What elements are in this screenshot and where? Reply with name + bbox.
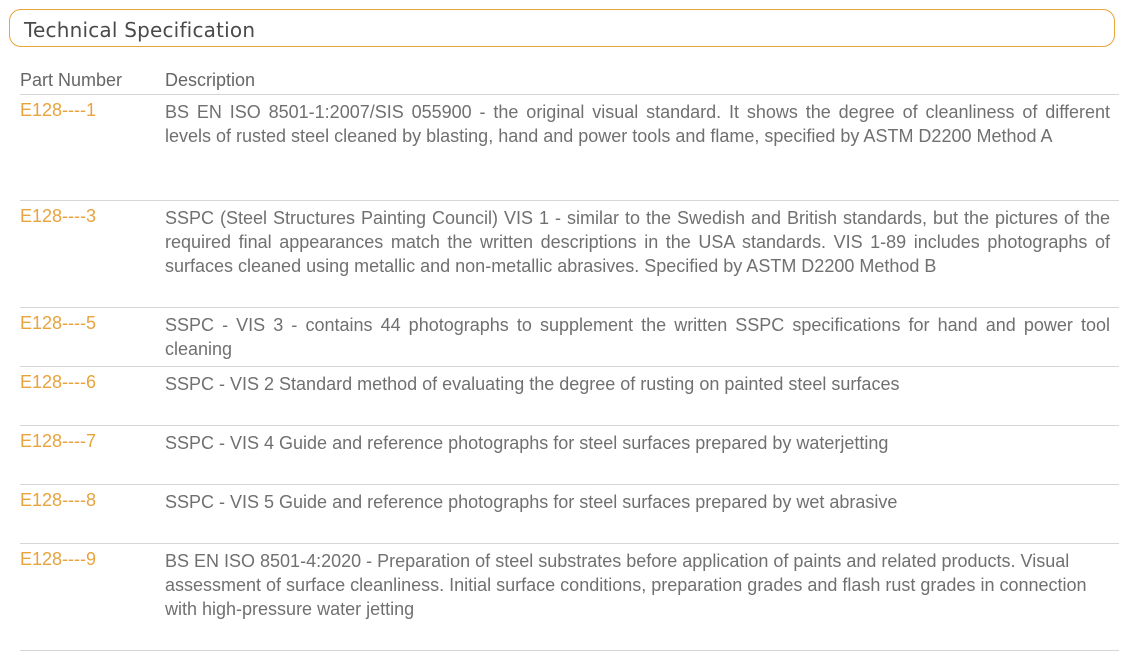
part-number: E128----9 <box>20 549 97 569</box>
description: SSPC - VIS 3 - contains 44 photographs to supplement the written SSPC specifications for hand and power tool cleaning <box>165 315 1110 359</box>
column-header-description: Description <box>165 70 256 90</box>
part-number: E128----6 <box>20 372 97 392</box>
section-header <box>9 9 1115 47</box>
table-header <box>20 70 1119 94</box>
description: SSPC - VIS 4 Guide and reference photographs for steel surfaces prepared by waterjetting <box>165 433 889 453</box>
part-number: E128----1 <box>20 100 97 120</box>
description: SSPC - VIS 5 Guide and reference photographs for steel surfaces prepared by wet abrasive <box>165 492 898 512</box>
description: BS EN ISO 8501-4:2020 - Preparation of steel substrates before application of paints and related products. Visual assessment of surface cleanliness. Initial surface conditions, preparation grades and flash rust grades in connection with high-pressure water jetting <box>165 551 1087 619</box>
table-bottom-rule <box>20 650 1119 651</box>
part-number: E128----3 <box>20 206 97 226</box>
description: SSPC - VIS 2 Standard method of evaluating the degree of rusting on painted steel surfaces <box>165 374 900 394</box>
table-row <box>20 307 1119 366</box>
table-row <box>20 200 1119 307</box>
section-title: Technical Specification <box>24 18 256 42</box>
spec-table <box>20 70 1119 651</box>
table-row <box>20 425 1119 484</box>
column-header-part-number: Part Number <box>20 70 123 90</box>
table-row <box>20 484 1119 543</box>
description: SSPC (Steel Structures Painting Council) VIS 1 - similar to the Swedish and British standards, but the pictures of the required final appearances match the written descriptions in the USA standards. VIS 1-89 includes photographs of surfaces cleaned using metallic and non-metallic abrasives. Specified by ASTM D2200 Method B <box>165 208 1110 276</box>
description: BS EN ISO 8501-1:2007/SIS 055900 - the original visual standard. It shows the degree of cleanliness of different levels of rusted steel cleaned by blasting, hand and power tools and flame, specified by ASTM D2200 Method A <box>165 102 1110 146</box>
table-row <box>20 543 1119 650</box>
part-number: E128----5 <box>20 313 97 333</box>
table-row <box>20 366 1119 425</box>
table-row <box>20 94 1119 200</box>
part-number: E128----7 <box>20 431 97 451</box>
part-number: E128----8 <box>20 490 97 510</box>
